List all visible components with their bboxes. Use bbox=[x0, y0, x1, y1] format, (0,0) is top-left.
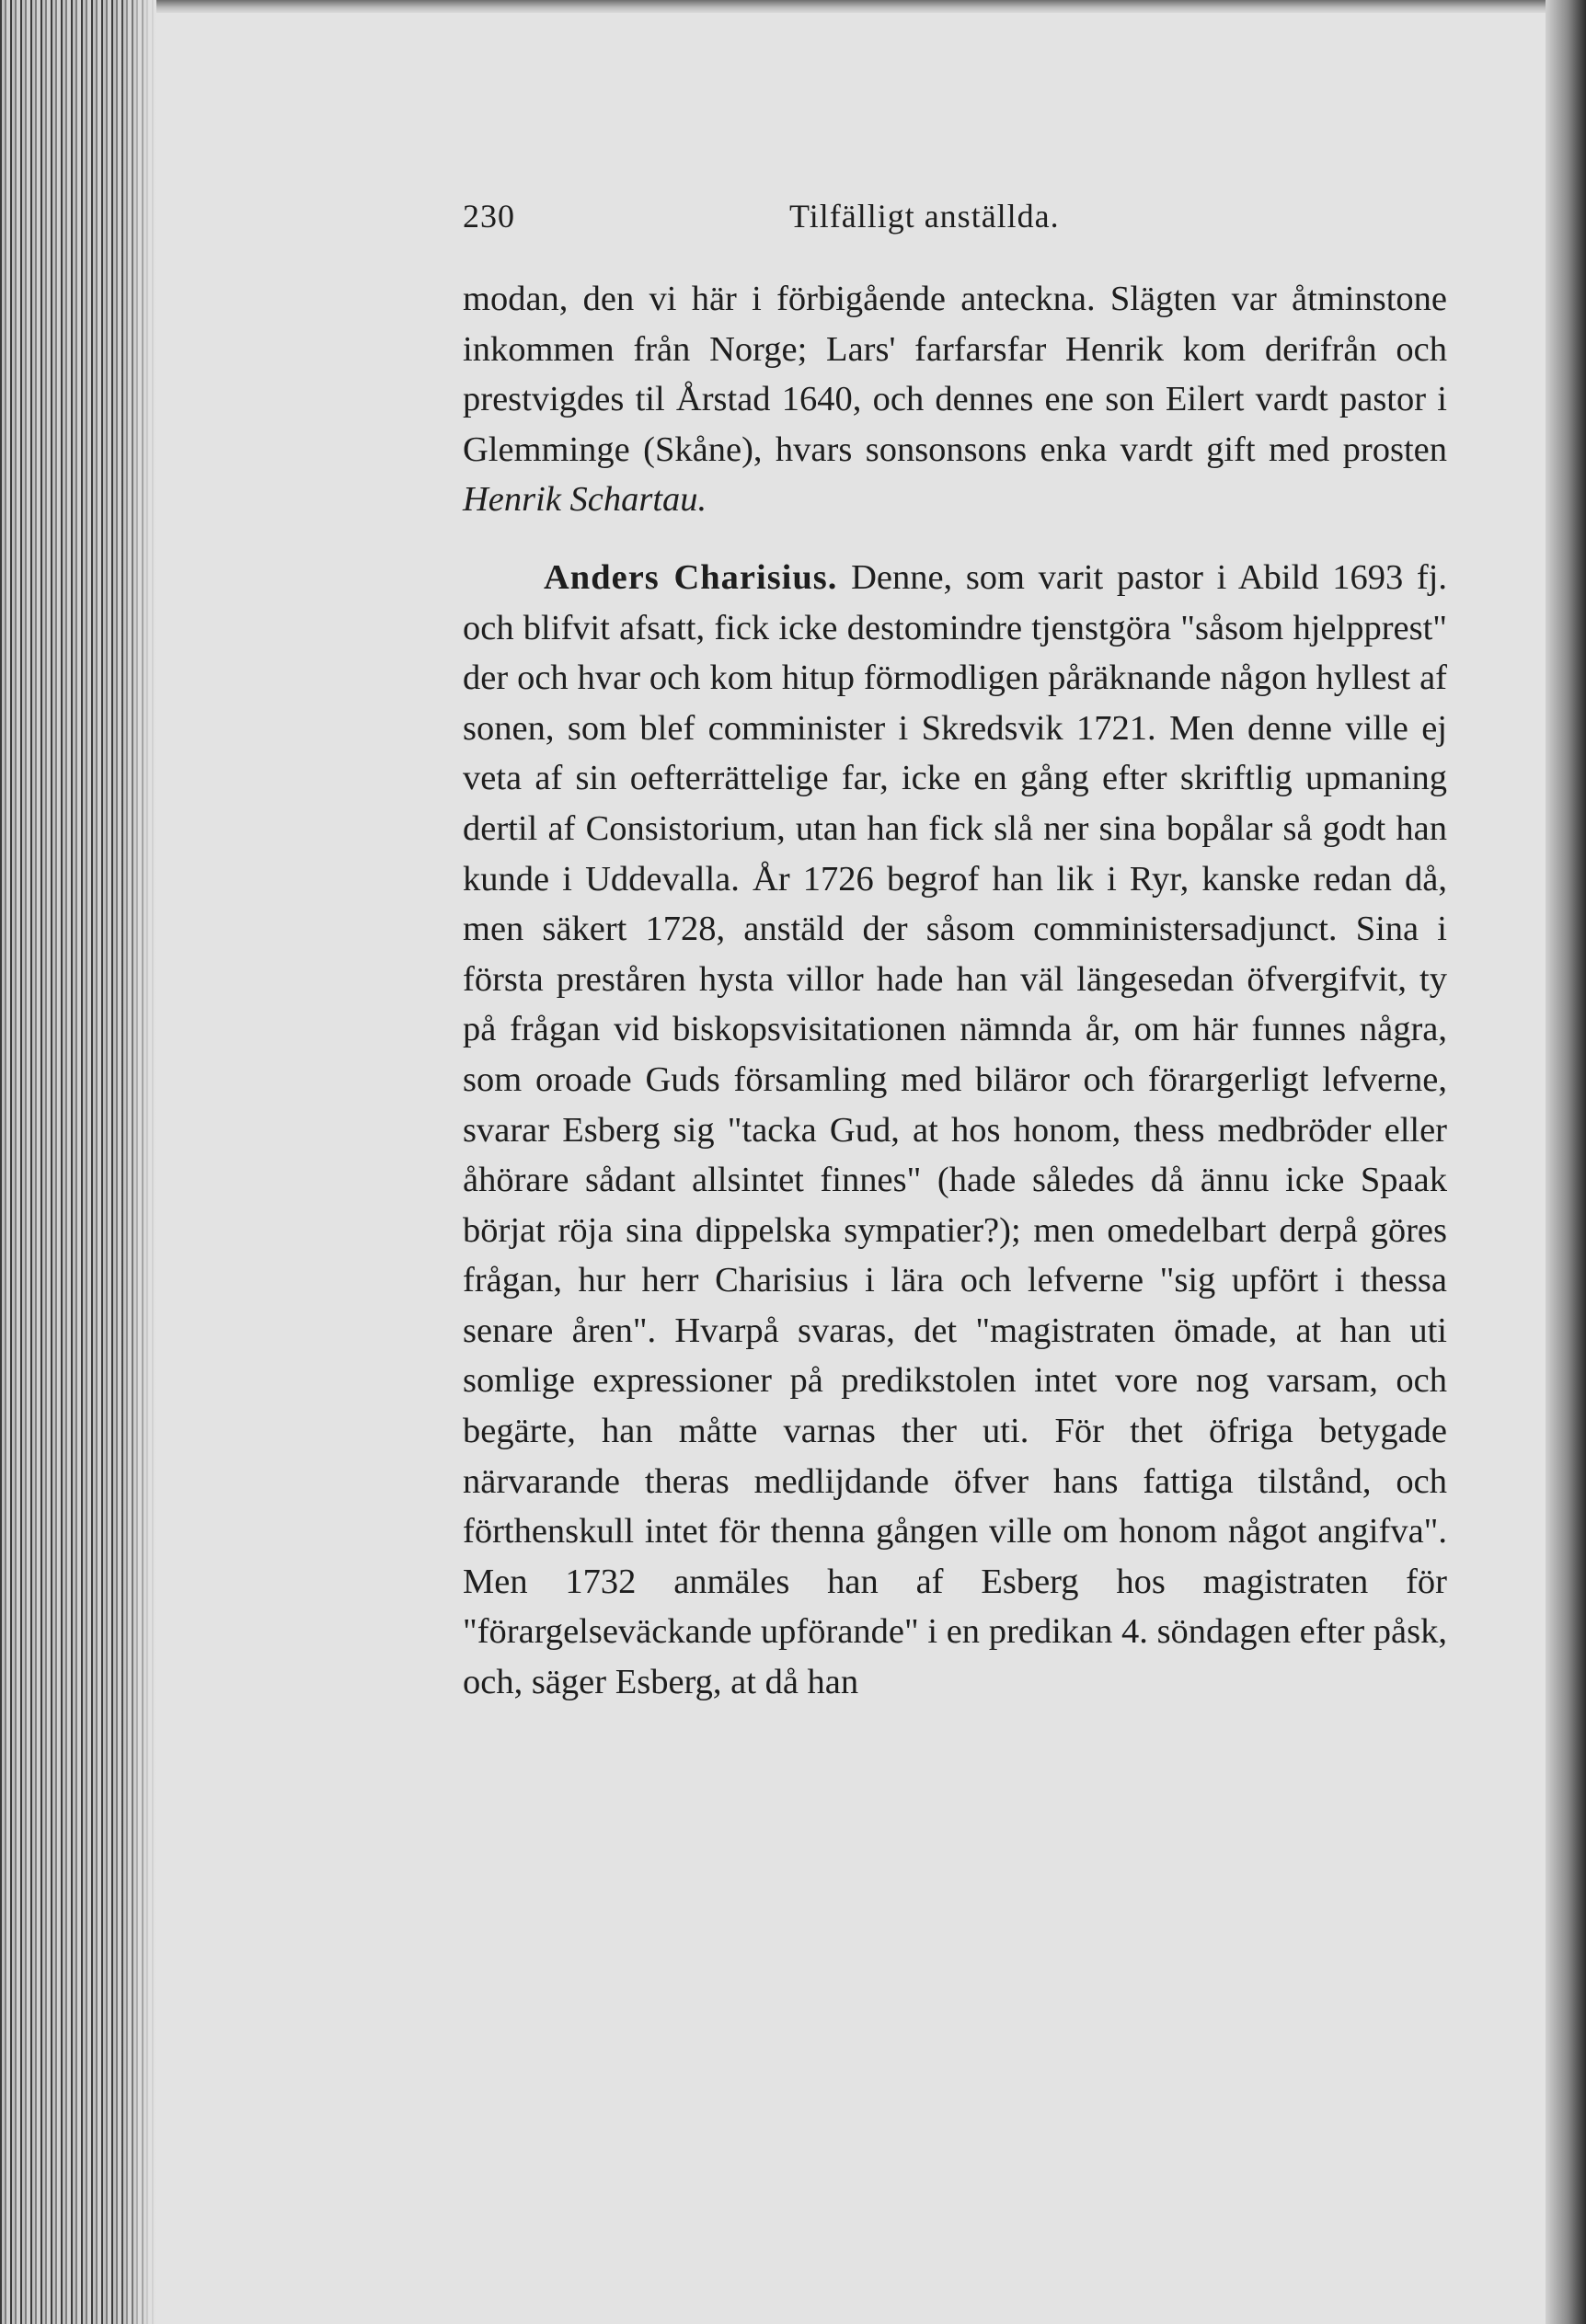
binding-shadow-right bbox=[1546, 0, 1586, 2324]
paragraph-body: modan, den vi här i förbigående anteckna. Slägten var åtminstone inkommen från Norge; Lars' farfarsfar Henrik kom derifrån och prestvigdes til Årstad 1640, och dennes ene son Eilert vardt pastor i Glemminge (Skåne), hvars sonsonsons enka vardt gift med prosten bbox=[463, 280, 1447, 469]
page-header bbox=[463, 184, 1447, 243]
paragraph-text bbox=[463, 274, 1447, 525]
page-number: 230 bbox=[463, 198, 515, 235]
scan-top-edge bbox=[0, 0, 1586, 13]
paragraph-text bbox=[463, 553, 1447, 1708]
page-text-block bbox=[463, 184, 1447, 1708]
running-head: Tilfälligt anställda. bbox=[789, 198, 1060, 235]
section-name: Anders Charisius. bbox=[544, 557, 838, 597]
paragraph-anders-charisius bbox=[463, 553, 1447, 1708]
paragraph-body: Denne, som varit pastor i Abild 1693 fj. och blifvit afsatt, fick icke destomindre tjenstgöra "såsom hjelpprest" der och hvar och kom hitup förmodligen påräknande någon hyllest af sonen, som blef comminister i Skredsvik 1721. Men denne ville ej veta af sin oefterrättelige far, icke en gång efter skriftlig upmaning dertil af Consistorium, utan han fick slå ner sina bopålar så godt han kunde i Uddevalla. År 1726 begrof han lik i Ryr, kanske redan då, men säkert 1728, anstäld der såsom comministersadjunct. Sina i första preståren hysta villor hade han väl längesedan öfvergifvit, ty på frågan vid biskopsvisitationen nämnda år, om här funnes några, som oroade Guds församling med biläror och förargerligt lefverne, svarar Esberg sig "tacka Gud, at hos honom, thess medbröder eller åhörare sådant allsintet finnes" (hade således då ännu icke Spaak börjat röja sina dippelska sympatier?); men omedelbart derpå göres frågan, hur herr Charisius i lära och lefverne "sig upfört i thessa senare åren". Hvarpå svaras, det "magistraten ömade, at han uti somlige expressioner på predikstolen intet vore nog varsam, och begärte, han måtte varnas ther uti. För thet öfriga betygade närvarande theras medlijdande öfver hans fattiga tilstånd, och förthenskull intet för thenna gången ville om honom något angifva". Men 1732 anmäles han af Esberg hos magistraten för "förargelseväckande upförande" i en predikan 4. söndagen efter påsk, och, säger Esberg, at då han bbox=[463, 557, 1447, 1702]
stacked-page-edges bbox=[0, 0, 156, 2324]
paragraph-continuation bbox=[463, 274, 1447, 525]
italic-name: Henrik Schartau. bbox=[463, 480, 707, 520]
